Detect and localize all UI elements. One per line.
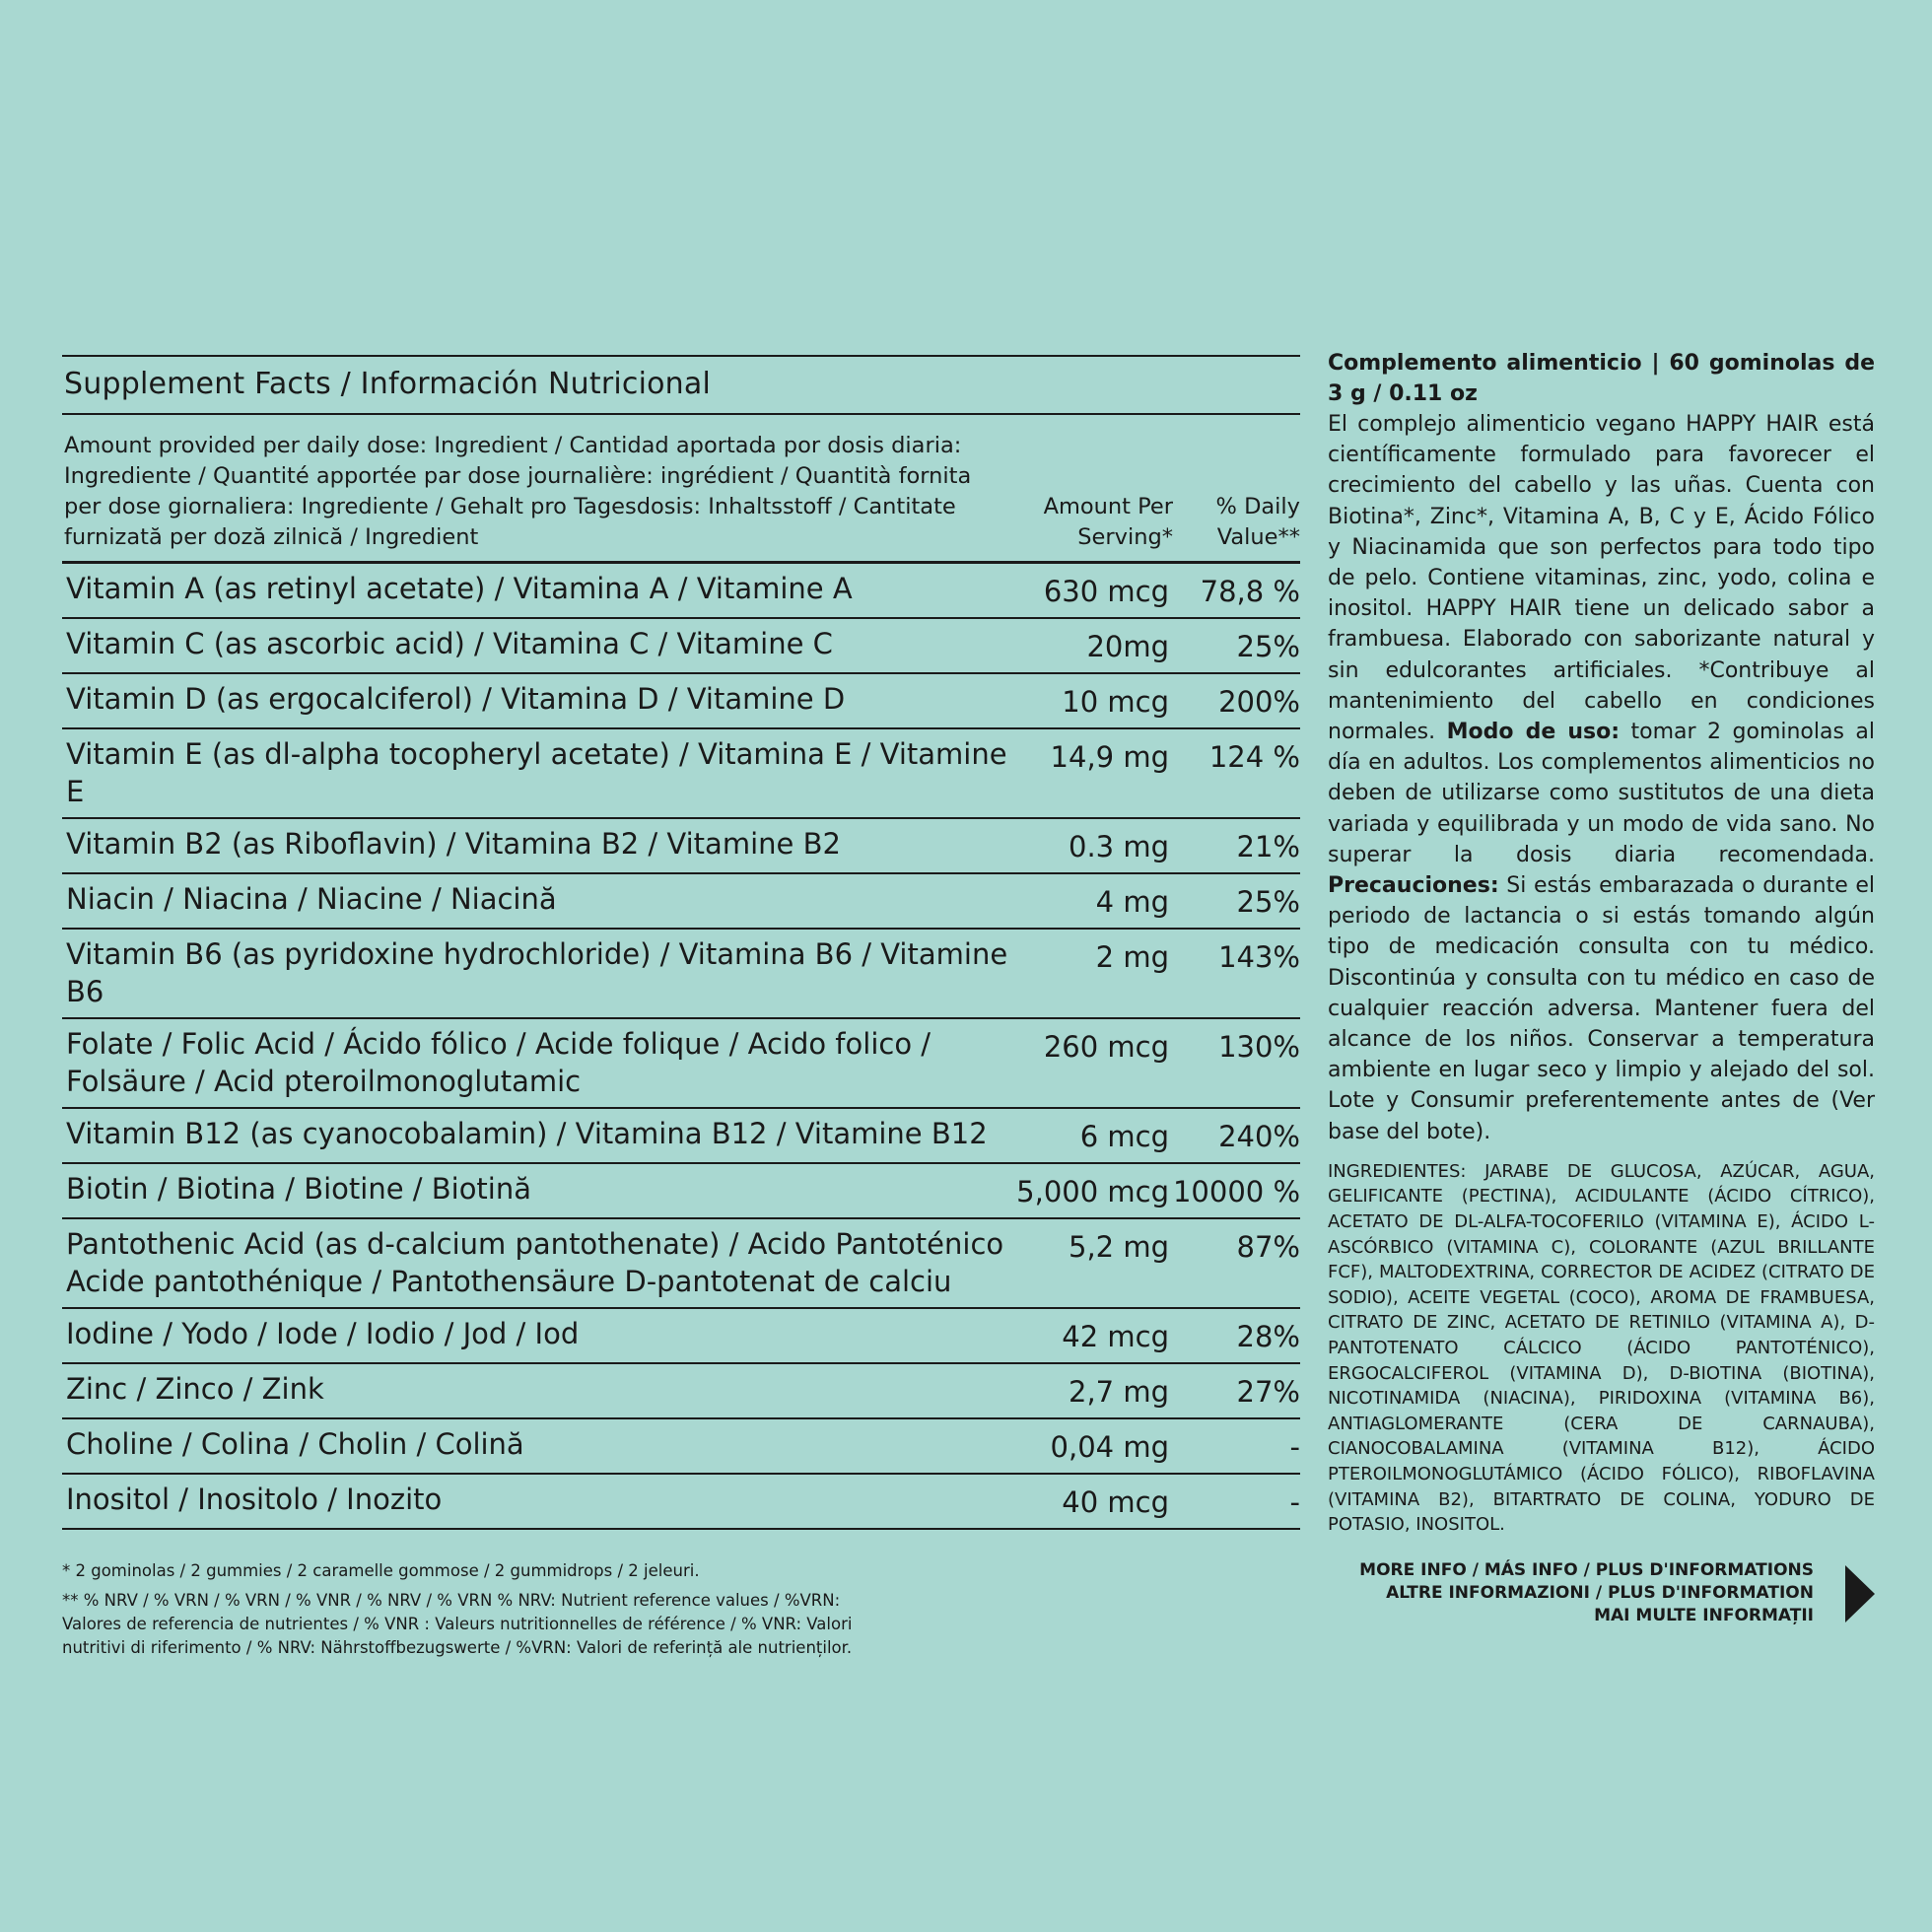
facts-row bbox=[62, 1419, 1300, 1475]
facts-header-row bbox=[62, 415, 1300, 564]
nutrient-amount: 42 mcg bbox=[1062, 1320, 1169, 1353]
more-info-line-1: MORE INFO / MÁS INFO / PLUS D'INFORMATIONS bbox=[1359, 1560, 1814, 1580]
nutrient-amount: 10 mcg bbox=[1062, 685, 1169, 719]
nutrient-daily-value: 10000 % bbox=[1172, 1175, 1300, 1208]
nutrient-name: Choline / Colina / Cholin / Colină bbox=[66, 1427, 524, 1461]
product-info-panel bbox=[1328, 348, 1875, 1538]
nutrient-name: Niacin / Niacina / Niacine / Niacină bbox=[66, 882, 557, 916]
nutrient-name: Vitamin E (as dl-alpha tocopheryl acetate) / Vitamina E / Vitamine E bbox=[66, 737, 1007, 808]
nutrient-amount: 6 mcg bbox=[1079, 1120, 1169, 1153]
more-info-line-2: ALTRE INFORMAZIONI / PLUS D'INFORMATION bbox=[1386, 1583, 1814, 1603]
facts-row bbox=[62, 1364, 1300, 1419]
facts-row bbox=[62, 619, 1300, 674]
usage-label: Modo de uso: bbox=[1446, 720, 1621, 745]
nutrient-daily-value: 21% bbox=[1236, 830, 1300, 863]
facts-row bbox=[62, 1475, 1300, 1530]
nutrient-daily-value: 200% bbox=[1218, 685, 1300, 719]
nutrient-daily-value: - bbox=[1289, 1430, 1300, 1464]
facts-row bbox=[62, 1309, 1300, 1364]
facts-title: Supplement Facts / Información Nutricional bbox=[62, 357, 1300, 415]
nutrient-daily-value: 25% bbox=[1236, 630, 1300, 663]
daily-value-column-header: % Daily Value** bbox=[1215, 494, 1300, 550]
nutrient-name: Vitamin B2 (as Riboflavin) / Vitamina B2 / Vitamine B2 bbox=[66, 827, 841, 861]
more-info-link[interactable] bbox=[1328, 1559, 1875, 1628]
facts-row bbox=[62, 819, 1300, 874]
nutrient-amount: 0.3 mg bbox=[1069, 830, 1169, 863]
facts-row bbox=[62, 1219, 1300, 1309]
nutrient-amount: 2,7 mg bbox=[1069, 1375, 1169, 1409]
nutrient-name: Iodine / Yodo / Iode / Iodio / Jod / Iod bbox=[66, 1317, 580, 1350]
supplement-facts-panel bbox=[62, 355, 1300, 1666]
nutrient-name: Inositol / Inositolo / Inozito bbox=[66, 1483, 443, 1516]
nutrient-name: Pantothenic Acid (as d-calcium pantothenate) / Acido Pantoténico Acide pantothénique / Pantothensäure D-pantotenat de calciu bbox=[66, 1227, 1004, 1298]
caution-label: Precauciones: bbox=[1328, 873, 1499, 899]
nutrient-amount: 4 mg bbox=[1095, 885, 1169, 919]
nutrient-name: Vitamin B6 (as pyridoxine hydrochloride) / Vitamina B6 / Vitamine B6 bbox=[66, 937, 1008, 1008]
product-info-title: Complemento alimenticio | 60 gominolas de 3 g / 0.11 oz bbox=[1328, 351, 1875, 406]
facts-row bbox=[62, 674, 1300, 729]
facts-row bbox=[62, 1019, 1300, 1109]
nutrient-name: Folate / Folic Acid / Ácido fólico / Acide folique / Acido folico / Folsäure / Acid pteroilmonoglutamic bbox=[66, 1027, 932, 1098]
usage-text: tomar 2 gominolas al día en adultos. Los complementos alimenticios no deben de utilizarse como sustitutos de una dieta variada y equilibrada y un modo de vida sano. No superar la dosis diaria recomendada. bbox=[1328, 720, 1876, 867]
nutrient-daily-value: 143% bbox=[1218, 940, 1300, 974]
nutrient-daily-value: 27% bbox=[1236, 1375, 1300, 1409]
nutrient-name: Biotin / Biotina / Biotine / Biotină bbox=[66, 1172, 532, 1206]
nutrient-daily-value: 124 % bbox=[1208, 740, 1300, 774]
footnote-nrv: ** % NRV / % VRN / % VRN / % VNR / % NRV / % VRN % NRV: Nutrient reference values / %VRN: Valores de referencia de nutrientes / % VNR : Valeurs nutritionnelles de référence / % VNR: Valori nutritivi di riferimento / % NRV: Nährstoffbezugswerte / %VRN: Valori de referință ale nutrienților. bbox=[62, 1591, 853, 1657]
nutrient-name: Vitamin D (as ergocalciferol) / Vitamina D / Vitamine D bbox=[66, 682, 846, 716]
nutrient-amount: 14,9 mg bbox=[1050, 740, 1169, 774]
caution-text: Si estás embarazada o durante el periodo de lactancia o si estás tomando algún tipo de medicación consulta con tu médico. Discontinúa y consulta con tu médico en caso de cualquier reacción adversa. Mantener fuera del alcance de los niños. Conservar a temperatura ambiente en lugar seco y limpio y alejado del sol. Lote y Consumir preferentemente antes de (Ver base del bote). bbox=[1328, 873, 1876, 1144]
facts-row bbox=[62, 1164, 1300, 1219]
nutrient-daily-value: - bbox=[1289, 1485, 1300, 1519]
description-text: El complejo alimenticio vegano HAPPY HAIR está científicamente formulado para favorecer el crecimiento del cabello y las uñas. Cuenta con Biotina*, Zinc*, Vitamina A, B, C y E, Ácido Fólico y Niacinamida que son perfectos para todo tipo de pelo. Contiene vitaminas, zinc, yodo, colina e inositol. HAPPY HAIR tiene un delicado sabor a frambuesa. Elaborado con saborizante natural y sin edulcorantes artificiales. *Contribuye al mantenimiento del cabello en condiciones normales. bbox=[1328, 412, 1875, 745]
nutrient-amount: 630 mcg bbox=[1043, 575, 1169, 608]
nutrient-name: Vitamin B12 (as cyanocobalamin) / Vitamina B12 / Vitamine B12 bbox=[66, 1117, 988, 1150]
footnotes bbox=[62, 1559, 870, 1660]
facts-row bbox=[62, 874, 1300, 930]
nutrient-daily-value: 87% bbox=[1236, 1230, 1300, 1264]
facts-row bbox=[62, 729, 1300, 819]
nutrient-amount: 40 mcg bbox=[1062, 1485, 1169, 1519]
footnote-serving: * 2 gominolas / 2 gummies / 2 caramelle gommose / 2 gummidrops / 2 jeleuri. bbox=[62, 1561, 700, 1580]
nutrient-name: Zinc / Zinco / Zink bbox=[66, 1372, 324, 1406]
more-info-line-3: MAI MULTE INFORMAȚII bbox=[1594, 1606, 1814, 1625]
ingredients-list: INGREDIENTES: JARABE DE GLUCOSA, AZÚCAR, AGUA, GELIFICANTE (PECTINA), ACIDULANTE (ÁCIDO CÍTRICO), ACETATO DE DL-ALFA-TOCOFERILO (VITAMINA E), ÁCIDO L-ASCÓRBICO (VITAMINA C), COLORANTE (AZUL BRILLANTE FCF), MALTODEXTRINA, CORRECTOR DE ACIDEZ (CITRATO DE SODIO), ACEITE VEGETAL (COCO), AROMA DE FRAMBUESA, CITRATO DE ZINC, ACETATO DE RETINILO (VITAMINA A), D-PANTOTENATO CÁLCICO (ÁCIDO PANTOTÉNICO), ERGOCALCIFEROL (VITAMINA D), D-BIOTINA (BIOTINA), NICOTINAMIDA (NIACINA), PIRIDOXINA (VITAMINA B6), ANTIAGLOMERANTE (CERA DE CARNAUBA), CIANOCOBALAMINA (VITAMINA B12), ÁCIDO PTEROILMONOGLUTÁMICO (ÁCIDO FÓLICO), RIBOFLAVINA (VITAMINA B2), BITARTRATO DE COLINA, YODURO DE POTASIO, INOSITOL. bbox=[1328, 1160, 1875, 1536]
nutrient-daily-value: 25% bbox=[1236, 885, 1300, 919]
product-description bbox=[1328, 409, 1875, 1147]
facts-rows bbox=[62, 564, 1300, 1530]
facts-row bbox=[62, 930, 1300, 1019]
nutrient-name: Vitamin C (as ascorbic acid) / Vitamina C / Vitamine C bbox=[66, 627, 833, 660]
amount-column-header: Amount Per Serving* bbox=[1043, 494, 1173, 550]
nutrient-name: Vitamin A (as retinyl acetate) / Vitamina A / Vitamine A bbox=[66, 572, 853, 605]
facts-row bbox=[62, 564, 1300, 619]
play-arrow-icon[interactable] bbox=[1845, 1565, 1875, 1622]
facts-row bbox=[62, 1109, 1300, 1164]
nutrient-amount: 5,2 mg bbox=[1069, 1230, 1169, 1264]
nutrient-daily-value: 28% bbox=[1236, 1320, 1300, 1353]
nutrient-daily-value: 78,8 % bbox=[1200, 575, 1300, 608]
nutrient-amount: 0,04 mg bbox=[1050, 1430, 1169, 1464]
nutrient-amount: 20mg bbox=[1086, 630, 1169, 663]
nutrient-amount: 5,000 mcg bbox=[1016, 1175, 1169, 1208]
nutrient-amount: 260 mcg bbox=[1043, 1030, 1169, 1064]
more-info-text bbox=[1359, 1559, 1814, 1627]
nutrient-amount: 2 mg bbox=[1095, 940, 1169, 974]
nutrient-daily-value: 240% bbox=[1218, 1120, 1300, 1153]
nutrient-daily-value: 130% bbox=[1218, 1030, 1300, 1064]
facts-intro: Amount provided per daily dose: Ingredient / Cantidad aportada por dosis diaria: Ingrediente / Quantité apportée par dose journalière: ingrédient / Quantità fornita per dose giornaliera: Ingrediente / Gehalt pro Tagesdosis: Inhaltsstoff / Cantitate furnizată per doză zilnică / Ingredient bbox=[64, 433, 972, 550]
